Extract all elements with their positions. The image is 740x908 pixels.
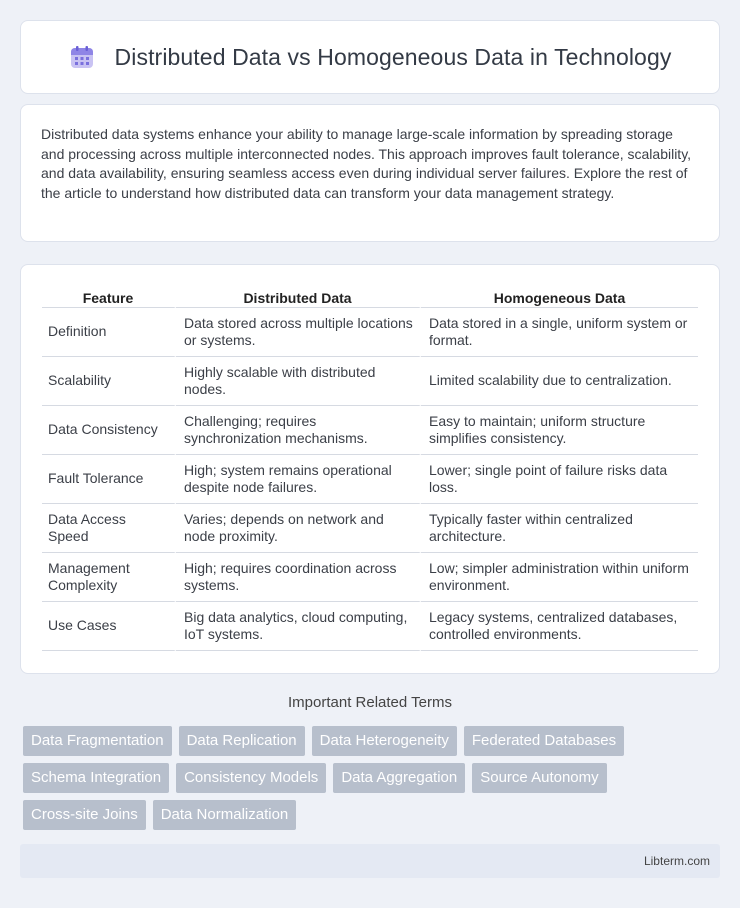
distributed-cell: Varies; depends on network and node proximity. [176, 504, 421, 553]
intro-card [20, 104, 720, 242]
intro-text: Distributed data systems enhance your ability to manage large-scale information by spreading storage and processing across multiple interconnected nodes. This approach improves fault tolerance, scalability, and data availability, ensuring seamless access even during individual server failures. Explore the rest of the article to understand how distributed data can transform your data management strategy. [41, 126, 692, 201]
table-row [42, 602, 698, 651]
footer [20, 844, 720, 878]
distributed-cell: Highly scalable with distributed nodes. [176, 357, 421, 406]
related-term-tag[interactable]: Consistency Models [176, 763, 326, 793]
header-card [20, 20, 720, 94]
calendar-grid-icon [69, 44, 95, 70]
table-row [42, 406, 698, 455]
homogeneous-cell: Limited scalability due to centralization. [421, 357, 698, 406]
distributed-cell: Challenging; requires synchronization mechanisms. [176, 406, 421, 455]
table-row [42, 308, 698, 357]
feature-cell: Data Access Speed [42, 504, 176, 553]
related-terms-title: Important Related Terms [288, 694, 452, 711]
related-term-tag[interactable]: Data Fragmentation [23, 726, 172, 756]
related-terms-list [23, 726, 723, 830]
distributed-cell: High; system remains operational despite node failures. [176, 455, 421, 504]
homogeneous-cell: Data stored in a single, uniform system or format. [421, 308, 698, 357]
table-row [42, 455, 698, 504]
related-term-tag[interactable]: Data Aggregation [333, 763, 465, 793]
related-term-tag[interactable]: Schema Integration [23, 763, 169, 793]
table-row [42, 504, 698, 553]
footer-brand[interactable]: Libterm.com [643, 854, 710, 868]
homogeneous-cell: Easy to maintain; uniform structure simplifies consistency. [421, 406, 698, 455]
related-term-tag[interactable]: Data Normalization [153, 800, 297, 830]
distributed-cell: Data stored across multiple locations or systems. [176, 308, 421, 357]
related-term-tag[interactable]: Federated Databases [464, 726, 624, 756]
feature-cell: Definition [42, 308, 176, 357]
related-term-tag[interactable]: Source Autonomy [472, 763, 606, 793]
header-homogeneous: Homogeneous Data [421, 287, 698, 308]
table-row [42, 357, 698, 406]
related-term-tag[interactable]: Data Replication [179, 726, 305, 756]
feature-cell: Data Consistency [42, 406, 176, 455]
homogeneous-cell: Typically faster within centralized architecture. [421, 504, 698, 553]
homogeneous-cell: Lower; single point of failure risks data loss. [421, 455, 698, 504]
comparison-table [42, 287, 698, 651]
comparison-table-card [20, 264, 720, 674]
feature-cell: Fault Tolerance [42, 455, 176, 504]
page-title: Distributed Data vs Homogeneous Data in Technology [114, 43, 672, 70]
related-term-tag[interactable]: Data Heterogeneity [312, 726, 457, 756]
related-term-tag[interactable]: Cross-site Joins [23, 800, 146, 830]
header-feature: Feature [42, 287, 176, 308]
homogeneous-cell: Low; simpler administration within uniform environment. [421, 553, 698, 602]
table-header-row [42, 287, 698, 308]
distributed-cell: High; requires coordination across systems. [176, 553, 421, 602]
homogeneous-cell: Legacy systems, centralized databases, controlled environments. [421, 602, 698, 651]
feature-cell: Management Complexity [42, 553, 176, 602]
table-row [42, 553, 698, 602]
distributed-cell: Big data analytics, cloud computing, IoT systems. [176, 602, 421, 651]
feature-cell: Scalability [42, 357, 176, 406]
feature-cell: Use Cases [42, 602, 176, 651]
header-distributed: Distributed Data [176, 287, 421, 308]
